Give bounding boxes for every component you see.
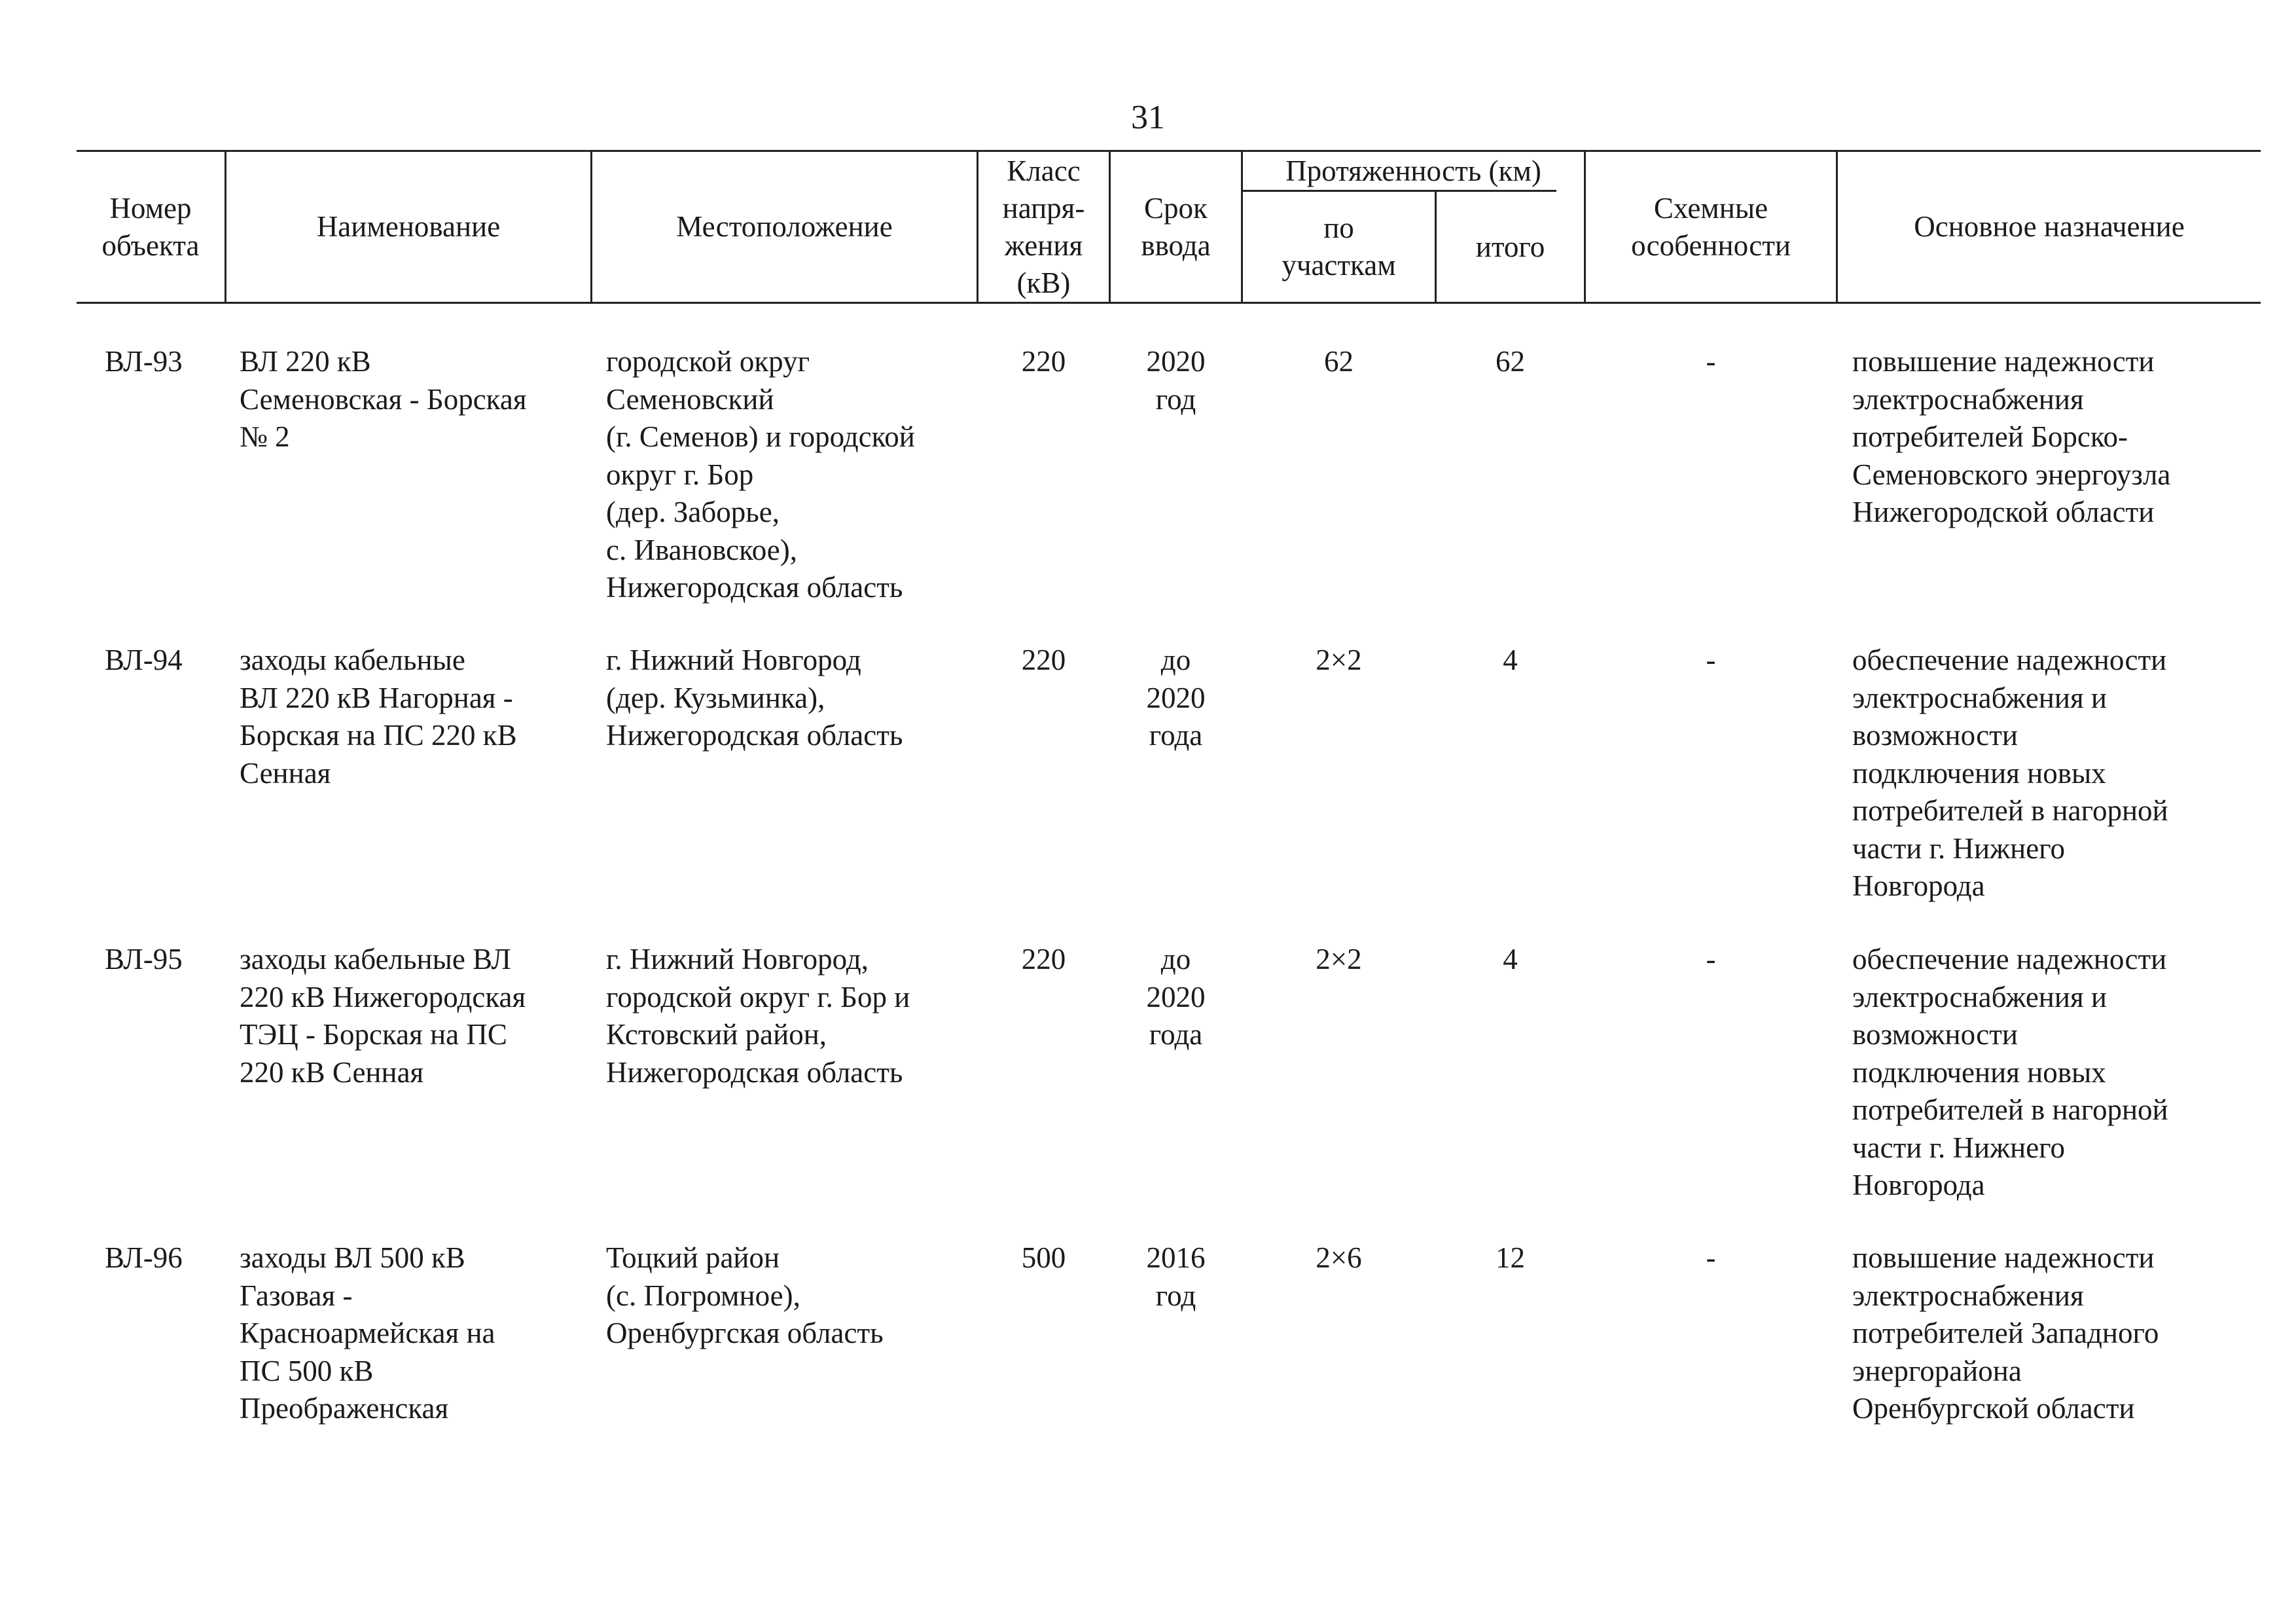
- cell-location: г. Нижний Новгород, городской округ г. Бор и Кстовский район, Нижегородская область: [606, 943, 910, 1089]
- header-term-text: Срок ввода: [1141, 191, 1211, 262]
- cell-total: 4: [1503, 943, 1518, 976]
- header-location: [592, 152, 977, 302]
- page-number: 31: [1131, 99, 1165, 136]
- cell-purpose: обеспечение надежности электроснабжения и возможности подключения новых потребителей в нагорной части г. Нижнего Новгорода: [1852, 644, 2168, 902]
- cell-scheme: -: [1706, 943, 1716, 976]
- cell-name: ВЛ 220 кВ Семеновская - Борская № 2: [240, 345, 527, 453]
- cell-num: ВЛ-96: [105, 1241, 183, 1274]
- cell-scheme: -: [1706, 345, 1716, 378]
- cell-by-sections: 2×2: [1316, 644, 1362, 676]
- cell-purpose: повышение надежности электроснабжения потребителей Борско- Семеновского энергоузла Нижегородской области: [1852, 345, 2171, 528]
- cell-by-sections: 62: [1324, 345, 1354, 378]
- header-length-text: Протяженность (км): [1285, 154, 1541, 187]
- header-voltage-text: Класс напря- жения (кВ): [1002, 154, 1085, 299]
- cell-by-sections: 2×6: [1316, 1241, 1362, 1274]
- cell-purpose: обеспечение надежности электроснабжения и возможности подключения новых потребителей в нагорной части г. Нижнего Новгорода: [1852, 943, 2168, 1201]
- cell-name: заходы кабельные ВЛ 220 кВ Нагорная - Борская на ПС 220 кВ Сенная: [240, 644, 517, 790]
- cell-location: г. Нижний Новгород (дер. Кузьминка), Нижегородская область: [606, 644, 903, 752]
- header-num: [77, 152, 224, 302]
- header-location-text: Местоположение: [676, 210, 893, 243]
- cell-by-sections: 2×2: [1316, 943, 1362, 976]
- cell-num: ВЛ-94: [105, 644, 183, 676]
- header-total-text: итого: [1475, 230, 1545, 263]
- cell-name: заходы кабельные ВЛ 220 кВ Нижегородская ТЭЦ - Борская на ПС 220 кВ Сенная: [240, 943, 526, 1089]
- cell-total: 12: [1496, 1241, 1525, 1274]
- cell-term: 2016 год: [1146, 1241, 1206, 1312]
- header-length: [1243, 152, 1584, 190]
- header-term: [1111, 152, 1241, 302]
- header-name-text: Наименование: [316, 210, 501, 243]
- header-name: [226, 152, 590, 302]
- header-bottom-rule: [77, 302, 2261, 304]
- cell-term: до 2020 года: [1146, 943, 1206, 1051]
- cell-total: 4: [1503, 644, 1518, 676]
- header-num-text: Номер объекта: [101, 191, 200, 262]
- cell-scheme: -: [1706, 644, 1716, 676]
- cell-voltage: 500: [1021, 1241, 1066, 1274]
- header-scheme: [1586, 152, 1836, 302]
- cell-purpose: повышение надежности электроснабжения потребителей Западного энергорайона Оренбургской области: [1852, 1241, 2159, 1425]
- header-total: [1437, 192, 1584, 302]
- header-voltage: [978, 152, 1109, 302]
- cell-term: до 2020 года: [1146, 644, 1206, 752]
- header-by-sections: [1243, 192, 1435, 302]
- cell-total: 62: [1496, 345, 1525, 378]
- cell-voltage: 220: [1021, 345, 1066, 378]
- header-purpose-text: Основное назначение: [1914, 210, 2185, 243]
- header-scheme-text: Схемные особенности: [1631, 191, 1791, 262]
- cell-voltage: 220: [1021, 644, 1066, 676]
- cell-term: 2020 год: [1146, 345, 1206, 416]
- header-by-sections-text: по участкам: [1282, 211, 1396, 282]
- cell-location: городской округ Семеновский (г. Семенов) и городской округ г. Бор (дер. Заборье, с. Ивановское), Нижегородская область: [606, 345, 915, 604]
- cell-scheme: -: [1706, 1241, 1716, 1274]
- cell-num: ВЛ-93: [105, 345, 183, 378]
- header-purpose: [1838, 152, 2261, 302]
- cell-name: заходы ВЛ 500 кВ Газовая - Красноармейская на ПС 500 кВ Преображенская: [240, 1241, 495, 1425]
- cell-voltage: 220: [1021, 943, 1066, 976]
- cell-num: ВЛ-95: [105, 943, 183, 976]
- cell-location: Тоцкий район (с. Погромное), Оренбургская область: [606, 1241, 884, 1349]
